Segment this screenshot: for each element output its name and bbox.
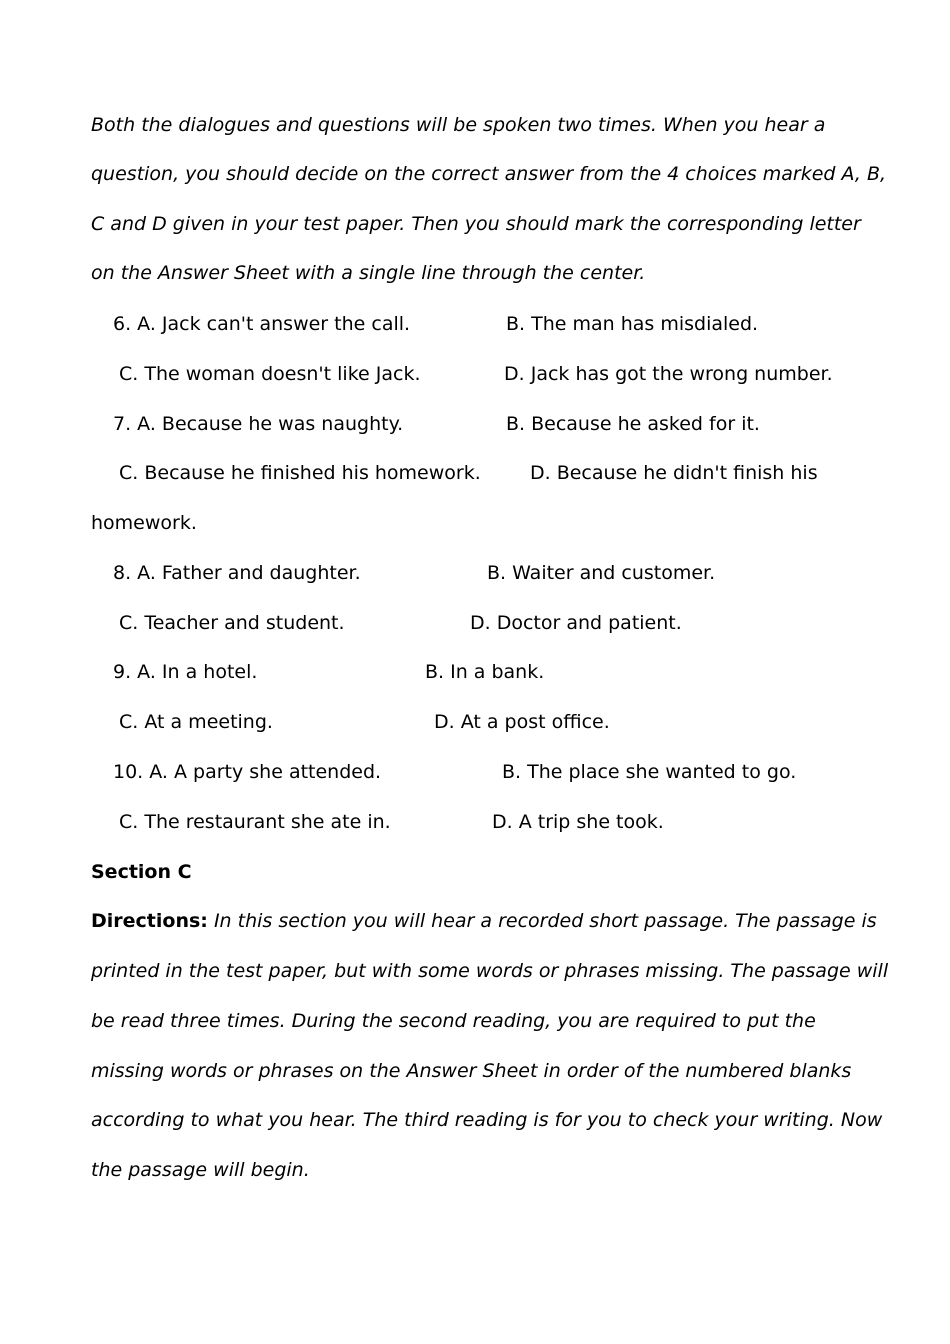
section-c-heading: Section C: [91, 861, 192, 883]
question-7-option-c: C. Because he finished his homework.: [119, 462, 481, 484]
question-6-option-b: B. The man has misdialed.: [506, 313, 759, 335]
question-6-option-c: C. The woman doesn't like Jack.: [119, 363, 421, 385]
question-8-option-d: D. Doctor and patient.: [470, 612, 682, 634]
question-10-option-a: 10. A. A party she attended.: [113, 761, 382, 783]
section-c-directions-line-4: missing words or phrases on the Answer Sheet in order of the numbered blanks: [91, 1060, 852, 1082]
question-6-option-d: D. Jack has got the wrong number.: [504, 363, 833, 385]
question-10-option-c: C. The restaurant she ate in.: [119, 811, 391, 833]
question-8-option-b: B. Waiter and customer.: [487, 562, 716, 584]
question-9-option-b: B. In a bank.: [425, 661, 545, 683]
question-7-option-b: B. Because he asked for it.: [506, 413, 760, 435]
question-10-option-d: D. A trip she took.: [492, 811, 664, 833]
question-9-option-d: D. At a post office.: [434, 711, 610, 733]
question-10-option-b: B. The place she wanted to go.: [502, 761, 797, 783]
question-9-option-a: 9. A. In a hotel.: [113, 661, 258, 683]
section-c-directions-line-6: the passage will begin.: [91, 1159, 310, 1181]
question-9-option-c: C. At a meeting.: [119, 711, 273, 733]
section-c-directions-line-1: [91, 909, 877, 933]
section-c-directions-line-2: printed in the test paper, but with some words or phrases missing. The passage will: [91, 960, 889, 982]
instruction-line-3: C and D given in your test paper. Then you should mark the corresponding letter: [91, 213, 861, 235]
instruction-line-1: Both the dialogues and questions will be spoken two times. When you hear a: [91, 114, 826, 136]
question-8-option-a: 8. A. Father and daughter.: [113, 562, 361, 584]
question-6-option-a: 6. A. Jack can't answer the call.: [113, 313, 411, 335]
directions-text-1: In this section you will hear a recorded short passage. The passage is: [213, 910, 877, 932]
question-7-option-d-continued: homework.: [91, 512, 197, 534]
instruction-line-4: on the Answer Sheet with a single line through the center.: [91, 262, 646, 284]
section-c-directions-line-3: be read three times. During the second reading, you are required to put the: [91, 1010, 816, 1032]
directions-label: Directions:: [91, 910, 208, 932]
question-8-option-c: C. Teacher and student.: [119, 612, 345, 634]
section-c-directions-line-5: according to what you hear. The third reading is for you to check your writing. Now: [91, 1109, 883, 1131]
question-7-option-a: 7. A. Because he was naughty.: [113, 413, 404, 435]
question-7-option-d: D. Because he didn't finish his: [530, 462, 818, 484]
instruction-line-2: question, you should decide on the correct answer from the 4 choices marked A, B,: [91, 163, 887, 185]
